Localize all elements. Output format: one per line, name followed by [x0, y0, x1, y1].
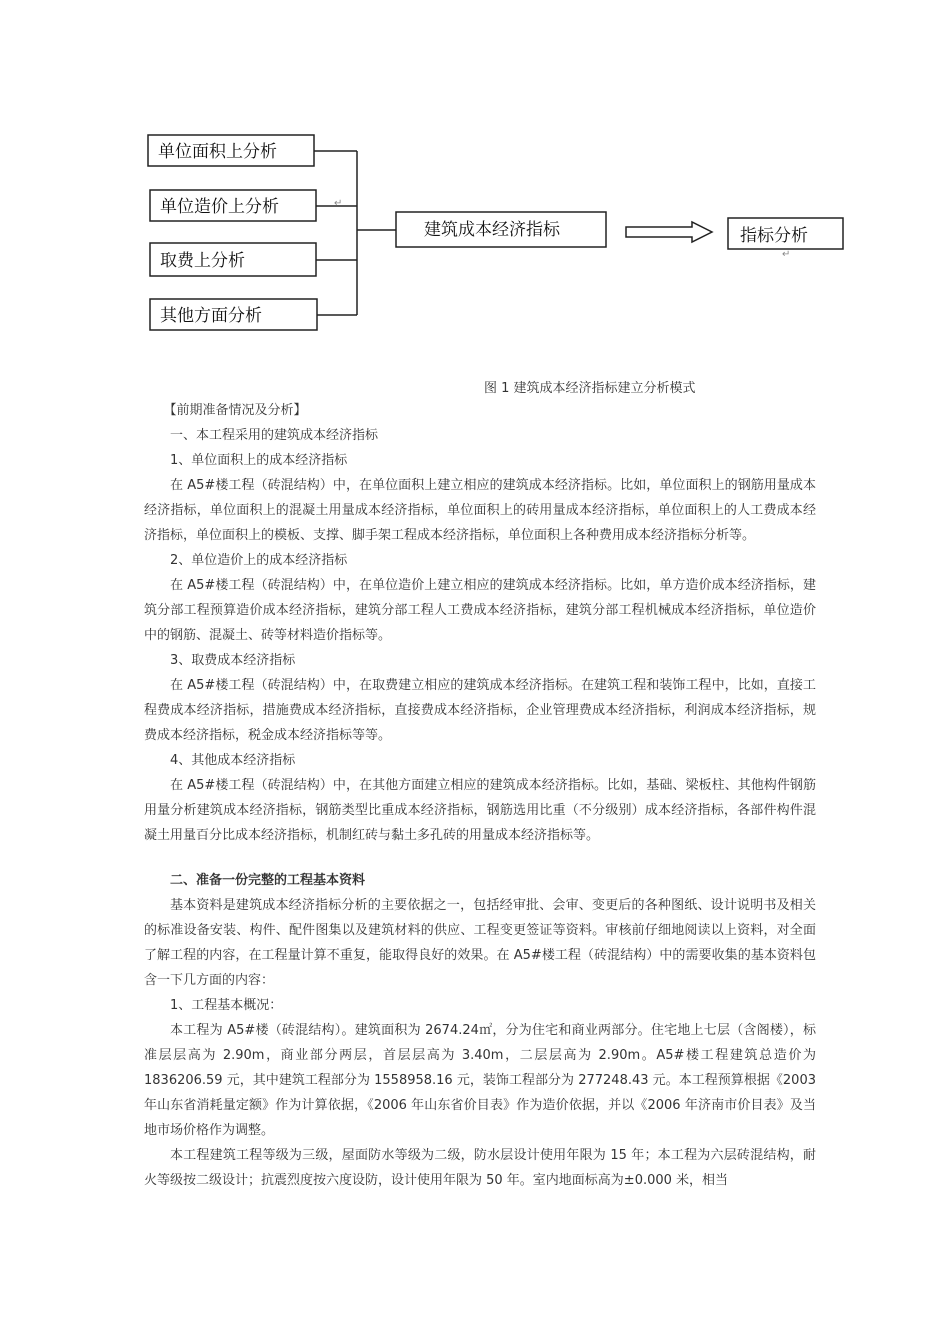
item-3-text: 在 A5#楼工程（砖混结构）中，在取费建立相应的建筑成本经济指标。在建筑工程和装饰工程中，比如，直接工程费成本经济指标，措施费成本经济指标，直接费成本经济指标，企业管理费成本经济指标，利润成本经济指标，规费成本经济指标，税金成本经济指标等等。	[144, 678, 816, 743]
box-unit-area	[148, 135, 314, 166]
subitem-1-text-2: 本工程建筑工程等级为三级，屋面防水等级为二级，防水层设计使用年限为 15 年；本工程为六层砖混结构，耐火等级按二级设计；抗震烈度按六度设防，设计使用年限为 50 年。室内地面标高为±0.000 米，相当	[144, 1148, 816, 1188]
para-mark-2: ↵	[782, 249, 791, 260]
box-right	[728, 218, 843, 249]
figure-caption: 图 1 建筑成本经济指标建立分析模式	[484, 381, 696, 396]
section-1-title: 一、本工程采用的建筑成本经济指标	[170, 428, 379, 443]
box-center	[396, 212, 606, 247]
item-4-text: 在 A5#楼工程（砖混结构）中，在其他方面建立相应的建筑成本经济指标。比如，基础、梁板柱、其他构件钢筋用量分析建筑成本经济指标，钢筋类型比重成本经济指标，钢筋选用比重（不分级别）成本经济指标，各部件构件混凝土用量百分比成本经济指标，机制红砖与黏土多孔砖的用量成本经济指标等。	[144, 778, 816, 843]
heading-pre: 【前期准备情况及分析】	[163, 403, 307, 418]
subitem-1-text-1: 本工程为 A5#楼（砖混结构）。建筑面积为 2674.24㎡，分为住宅和商业两部分。住宅地上七层（含阁楼），标准层层高为 2.90m，商业部分两层，首层层高为 3.40m，二层层高为 2.90m。A5#楼工程建筑总造价为 1836206.59 元，其中建筑工程部分为 1558958.16 元，装饰工程部分为 277248.43 元。本工程预算根据《2003 年山东省消耗量定额》作为计算依据，《2006 年山东省价目表》作为造价依据，并以《2006 年济南市价目表》及当地市场价格作为调整。	[144, 1023, 816, 1138]
box-fee	[150, 243, 316, 276]
box-center-label: 建筑成本经济指标	[424, 220, 560, 240]
item-2-text: 在 A5#楼工程（砖混结构）中，在单位造价上建立相应的建筑成本经济指标。比如，单方造价成本经济指标，建筑分部工程预算造价成本经济指标，建筑分部工程人工费成本经济指标，建筑分部工程机械成本经济指标，单位造价中的钢筋、混凝土、砖等材料造价指标等。	[144, 578, 816, 643]
item-2-title: 2、单位造价上的成本经济指标	[170, 553, 348, 568]
box-unit-area-label: 单位面积上分析	[158, 142, 277, 162]
bracket-connector	[314, 151, 396, 315]
flow-diagram	[0, 0, 950, 345]
item-1-text: 在 A5#楼工程（砖混结构）中，在单位面积上建立相应的建筑成本经济指标。比如，单位面积上的钢筋用量成本经济指标，单位面积上的混凝土用量成本经济指标，单位面积上的砖用量成本经济指标，单位面积上的人工费成本经济指标，单位面积上的模板、支撑、脚手架工程成本经济指标，单位面积上各种费用成本经济指标分析等。	[144, 478, 816, 543]
box-fee-label: 取费上分析	[160, 251, 245, 271]
box-other-label: 其他方面分析	[160, 306, 262, 326]
section-2-title: 二、准备一份完整的工程基本资料	[170, 873, 366, 888]
para-mark: ↵	[334, 198, 343, 209]
box-other	[150, 299, 317, 330]
box-unit-cost-label: 单位造价上分析	[160, 197, 279, 217]
box-unit-cost	[150, 190, 316, 221]
document-body	[144, 398, 816, 1193]
section-2-text: 基本资料是建筑成本经济指标分析的主要依据之一，包括经审批、会审、变更后的各种图纸、设计说明书及相关的标准设备安装、构件、配件图集以及建筑材料的供应、工程变更签证等资料。审核前仔细地阅读以上资料，对全面了解工程的内容，在工程量计算不重复，能取得良好的效果。在 A5#楼工程（砖混结构）中的需要收集的基本资料包含一下几方面的内容：	[144, 898, 816, 988]
item-3-title: 3、取费成本经济指标	[170, 653, 296, 668]
item-1-title: 1、单位面积上的成本经济指标	[170, 453, 348, 468]
subitem-1-title: 1、工程基本概况：	[170, 998, 283, 1013]
item-4-title: 4、其他成本经济指标	[170, 753, 296, 768]
box-right-label: 指标分析	[740, 226, 808, 246]
arrow-right-icon	[626, 222, 712, 242]
